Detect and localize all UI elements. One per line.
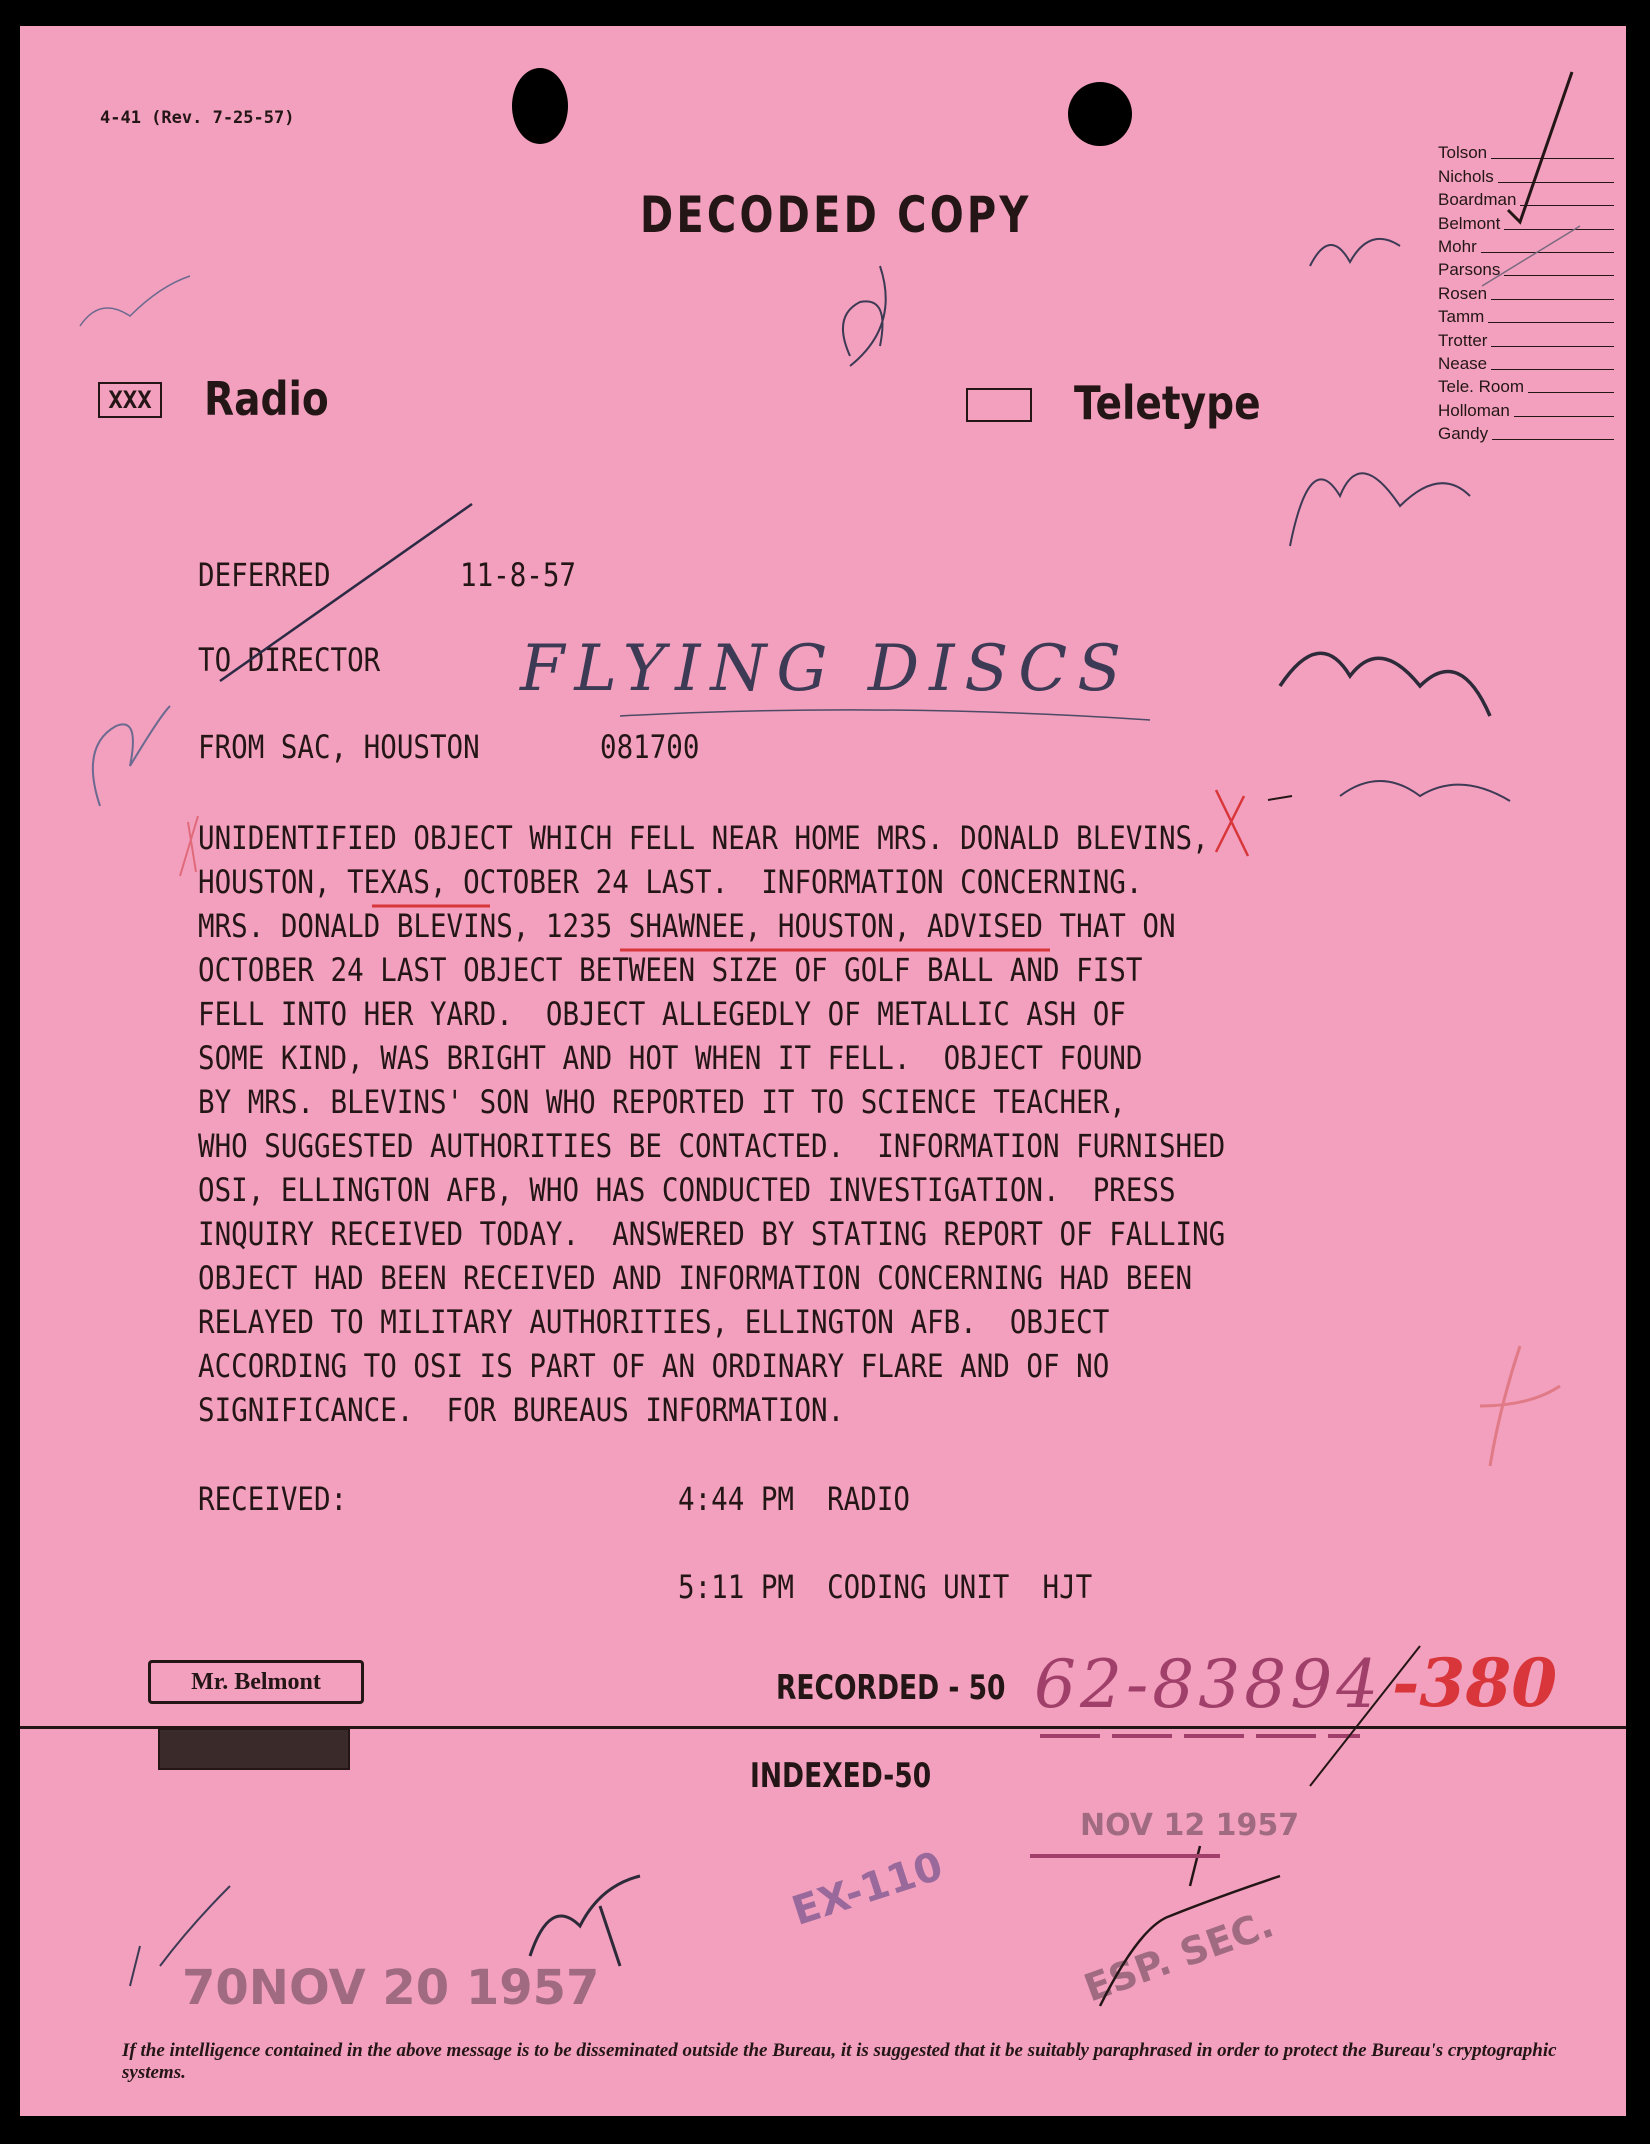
body-line: WHO SUGGESTED AUTHORITIES BE CONTACTED. INFORMATION FURNISHED <box>198 1127 1226 1165</box>
subject-underline-mark <box>620 710 1150 720</box>
initials-scribble <box>130 1886 230 1986</box>
time-code: 081700 <box>600 728 700 766</box>
date-stamp-nov12: NOV 12 1957 <box>1080 1808 1300 1843</box>
initials-scribble <box>530 1876 640 1966</box>
red-x-mark <box>1216 790 1248 856</box>
body-line: FELL INTO HER YARD. OBJECT ALLEGEDLY OF METALLIC ASH OF <box>198 995 1126 1033</box>
routing-item: Nease <box>1438 351 1614 374</box>
routing-item: Rosen <box>1438 280 1614 303</box>
received-radio-time: 4:44 PM RADIO <box>678 1480 910 1518</box>
routing-item: Belmont <box>1438 210 1614 233</box>
body-line: HOUSTON, TEXAS, OCTOBER 24 LAST. INFORMATION CONCERNING. <box>198 863 1143 901</box>
red-margin-tick-mark <box>180 816 198 876</box>
initials-scribble <box>1290 473 1470 546</box>
body-line: OCTOBER 24 LAST OBJECT BETWEEN SIZE OF GOLF BALL AND FIST <box>198 951 1143 989</box>
routing-item: Gandy <box>1438 421 1614 444</box>
handwritten-file-number: 62-83894 <box>1034 1646 1383 1723</box>
belmont-check-mark <box>1508 72 1572 222</box>
routing-item: Tele. Room <box>1438 374 1614 397</box>
body-line: RELAYED TO MILITARY AUTHORITIES, ELLINGTON AFB. OBJECT <box>198 1303 1110 1341</box>
initials-scribble <box>1480 1346 1560 1466</box>
file-number-slash-mark <box>1310 1646 1420 1786</box>
routing-item: Trotter <box>1438 327 1614 350</box>
esp-sec-stamp: ESP. SEC. <box>1078 1901 1280 2011</box>
body-line: SIGNIFICANCE. FOR BUREAUS INFORMATION. <box>198 1391 845 1429</box>
initials-scribble <box>93 706 170 806</box>
handwritten-subject: FLYING DISCS <box>520 632 1132 706</box>
body-line: OBJECT HAD BEEN RECEIVED AND INFORMATION CONCERNING HAD BEEN <box>198 1259 1193 1297</box>
body-line: SOME KIND, WAS BRIGHT AND HOT WHEN IT FELL. OBJECT FOUND <box>198 1039 1143 1077</box>
body-line: UNIDENTIFIED OBJECT WHICH FELL NEAR HOME MRS. DONALD BLEVINS, <box>198 819 1209 857</box>
red-check-mark <box>1268 796 1292 800</box>
decoded-copy-sheet <box>20 26 1626 2116</box>
body-line: ACCORDING TO OSI IS PART OF AN ORDINARY FLARE AND OF NO <box>198 1347 1110 1385</box>
deferred-strike-mark <box>220 504 472 681</box>
routing-item: Boardman <box>1438 187 1614 210</box>
body-line: INQUIRY RECEIVED TODAY. ANSWERED BY STATING REPORT OF FALLING <box>198 1215 1226 1253</box>
received-coding-time: 5:11 PM CODING UNIT HJT <box>678 1568 1093 1606</box>
ex110-stamp: EX-110 <box>786 1843 949 1935</box>
routing-item: Tolson <box>1438 140 1614 163</box>
body-line: OSI, ELLINGTON AFB, WHO HAS CONDUCTED INVESTIGATION. PRESS <box>198 1171 1176 1209</box>
initials-scribble <box>1280 653 1490 716</box>
teletype-label: Teletype <box>1074 376 1261 430</box>
recorded-stamp: RECORDED - 50 <box>776 1668 1006 1708</box>
routing-item: Nichols <box>1438 163 1614 186</box>
radio-checkbox: XXX <box>98 382 162 418</box>
initials-scribble <box>1310 239 1400 266</box>
routing-item: Parsons <box>1438 257 1614 280</box>
routing-item: Tamm <box>1438 304 1614 327</box>
routing-slash-mark <box>1482 226 1580 286</box>
footer-notice: If the intelligence contained in the above message is to be disseminated outside the Bureau, it is suggested that it be suitably paraphrased in order to protect the Bureau's cryptographic systems. <box>122 2040 1557 2083</box>
from-line: FROM SAC, HOUSTON <box>198 728 480 766</box>
page-title: DECODED COPY <box>640 186 1032 244</box>
indexed-stamp: INDEXED-50 <box>750 1756 932 1796</box>
routing-item: Mohr <box>1438 234 1614 257</box>
message-date: 11-8-57 <box>460 556 576 594</box>
form-number: 4-41 (Rev. 7-25-57) <box>100 108 295 128</box>
belmont-stamp: Mr. Belmont <box>148 1660 364 1704</box>
initials-scribble <box>843 266 886 366</box>
body-line: MRS. DONALD BLEVINS, 1235 SHAWNEE, HOUSTON, ADVISED THAT ON <box>198 907 1176 945</box>
routing-item: Holloman <box>1438 397 1614 420</box>
initials-scribble <box>80 276 190 326</box>
handwritten-serial: -380 <box>1392 1644 1558 1722</box>
radio-label: Radio <box>204 372 329 426</box>
to-line: TO DIRECTOR <box>198 641 381 679</box>
date-stamp-nov20: 70NOV 20 1957 <box>182 1960 600 2016</box>
initials-scribble <box>1340 781 1510 801</box>
received-label: RECEIVED: <box>198 1480 348 1518</box>
deferred-label: DEFERRED <box>198 556 331 594</box>
body-line: BY MRS. BLEVINS' SON WHO REPORTED IT TO SCIENCE TEACHER, <box>198 1083 1126 1121</box>
handwriting-overlay <box>20 26 1626 2116</box>
initials-scribble <box>1100 1846 1280 2006</box>
